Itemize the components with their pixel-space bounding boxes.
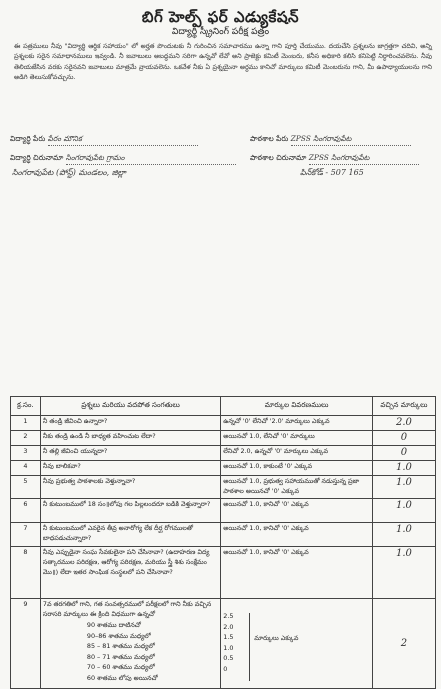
band-points-list: 2.5 2.0 1.5 1.0 0.5 0	[223, 612, 234, 673]
table-row: 2 నీకు తండ్రి ఉండి నీ బాధ్యత వహించుట లేదా? అయినచో 1.0, లేనిచో '0' మార్కులు 0	[11, 431, 436, 446]
student-name-value: పేరం మౌనిక	[48, 134, 198, 146]
student-address-field: విద్యార్థి చిరునామా సింగరావుపేట గ్రామం	[10, 153, 236, 165]
instructions-paragraph: ఈ పత్రములు నీవు "విద్యార్థి ఆర్థిక సహాయం" లో అర్హత పొందుటకు నీ గురించిన సమాచారము ఉన్నా గాని పూర్తి చేయుము. దయచేసి ప్రశ్నలను జాగ్రత్తగా చదివి, అన్ని ప్రశ్నలకు సరైన సమాధానములు ఇవ్వండి. నీ జవాబులు అబద్ధమని సరిగా ఉన్నవో లేవో అని ప్రాజెక్టు కమిటీ మెంబరు, కనీస అధికారి కలిసి కనిపెట్టి నిర్ధారించవలెను. నీవు తెలియజేసిన వరకు సరైనవని జవాబులు మాత్రమే వ్రాయవలెను. ఒకవేళ నీకు ఏ ప్రశ్నయైనా అర్థము కానిచో మార్కులు కమిటీ మెంబరును గాని, మీ ఉపాధ్యాయులను గాని అడిగి తెలుసుకోవచ్చును.	[14, 42, 432, 82]
page-title: బిగ్ హెల్ప్ ఫర్ ఎడ్యుకేషన్	[141, 8, 300, 26]
col-serial-header: క్ర.సం.	[11, 397, 41, 416]
table-row: 3 నీ తల్లి జీవించి యున్నదా? లేనిచో 2.0, ఉన్నచో '0' మార్కులు ఎక్కువ 0	[11, 446, 436, 461]
col-points-header: మార్కుల వివరణములు	[221, 397, 373, 416]
grade-bands-list: 90 శాతము దాటినచో 90–86 శాతము మధ్యలో 85 – 81 శాతము మధ్యలో 80 – 71 శాతము మధ్యలో 70 – 60 శాతము మధ్యలో 60 శాతము లోపు అయినచో	[86, 621, 158, 682]
school-address-field: పాఠశాల చిరునామా ZPSS సింగరావుపేట	[250, 153, 419, 165]
school-name-field: పాఠశాల పేరు ZPSS సింగరావుపేట	[250, 134, 411, 146]
school-address-value: ZPSS సింగరావుపేట	[309, 153, 419, 165]
table-row: 4 నీవు బాలికవా? అయినచో 1.0, కాకుంటే '0' ఎక్కువ 1.0	[11, 461, 436, 476]
table-row: 1 నీ తండ్రి జీవించి ఉన్నారా? ఉన్నచో '0' లేనిచో '2.0' మార్కులు ఎక్కువ 2.0	[11, 416, 436, 431]
form-subtitle: విద్యార్థి స్క్రీనింగ్ పరీక్ష పత్రం	[171, 27, 270, 37]
student-name-field: విద్యార్థి పేరు పేరం మౌనిక	[10, 134, 198, 146]
table-row: 5 నీవు ప్రభుత్వ పాఠశాలకు వెళ్తున్నావా? అయినచో 1.0, ప్రభుత్వ సహాయముతో నడుస్తున్న ప్రజా పాఠశాల అయినచో '0' ఎక్కువ 1.0	[11, 476, 436, 499]
col-marks-header: వచ్చిన మార్కులు	[372, 397, 435, 416]
band-points-note: మార్కులు ఎక్కువ	[254, 634, 299, 642]
col-question-header: ప్రశ్నలు మరియు వదపోత సంగతులు	[40, 397, 220, 416]
address-line-2: సింగరావుపేట (పోస్ట్) మండలం, జిల్లా	[12, 168, 126, 177]
pincode-value: పిన్‌కోడ్ - 507 165	[300, 168, 364, 177]
table-row: 7 నీ కుటుంబములో ఎవరైన తీవ్ర అనారోగ్య లేక దీర్ఘ రోగములతో బాధపడుచున్నారా? అయినచో 1.0, కానిచో '0' ఎక్కువ 1.0	[11, 523, 436, 547]
table-row: 6 నీ కుటుంబములో 18 సం॥లోపు గల పిల్లలందరూ బడికి వెళ్తున్నారా? అయినచో 1.0, కానిచో '0' ఎక్కువ 1.0	[11, 499, 436, 523]
school-name-value: ZPSS సింగరావుపేట	[291, 134, 411, 146]
table-row: 9 7వ తరగతిలో గాని, గత సంవత్సరములో పరీక్షలలో గాని నీకు వచ్చిన సరాసరి మార్కులు ఈ క్రింది విధముగా ఉన్నచో 90 శాతము దాటినచో 90–86 శాతము మధ్యలో 85 – 81 శాతము మధ్యలో 80 – 71 శాతము మధ్యలో 70 – 60 శాతము మధ్యలో 60 శాతము లోపు అయినచో 2.5 2.0 1.5 1.0 0.5 0 మార్కులు ఎక్కువ 2	[11, 599, 436, 689]
table-row: 8 నీవు ఎప్పుడైనా సంఘ సేవకులైనా పని చేసినావా? (ఉదాహరణ విద్య సత్కారముల పరిరక్షణ, ఆరోగ్య పరిరక్షణ, మరియు స్త్రీ శిశు సంక్షేమం మొ॥) లేదా ఇతర సాంఘిక సంస్థలలో పని చేసినావా? అయినచో 1.0, కానిచో '0' ఎక్కువ 1.0	[11, 547, 436, 599]
student-address-value: సింగరావుపేట గ్రామం	[66, 153, 236, 165]
questions-table	[10, 396, 436, 689]
